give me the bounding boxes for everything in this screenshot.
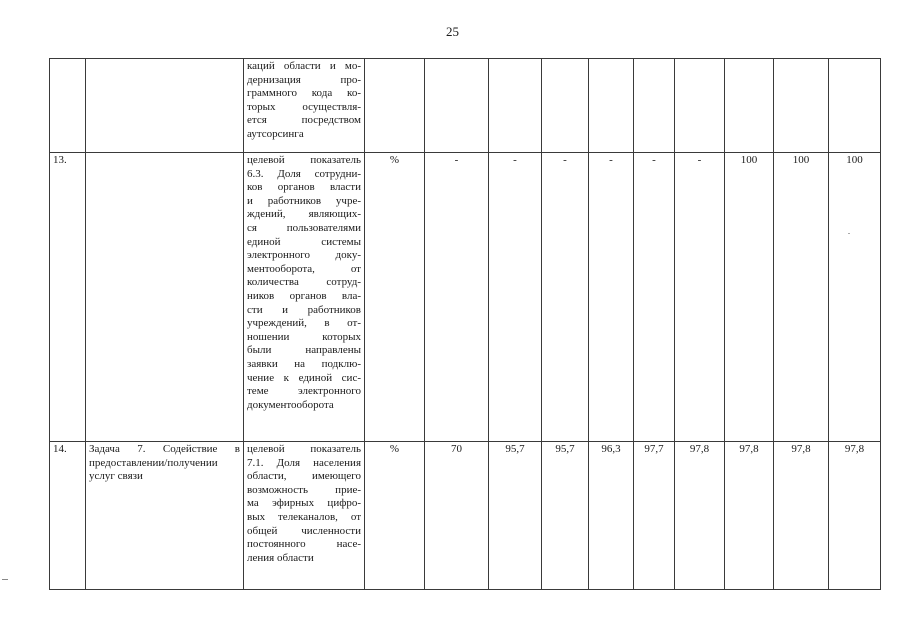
indicators-table: [49, 58, 881, 590]
indicator-line: ется посредством: [247, 114, 361, 127]
unit-cell: [365, 59, 425, 153]
indicator-line: ков органов власти: [247, 181, 361, 194]
row-number-cell: [50, 59, 86, 153]
indicator-line: учреждений, в от-: [247, 317, 361, 330]
table-row: [50, 59, 881, 153]
indicator-cell: [244, 442, 365, 590]
indicator-line: возможность прие-: [247, 483, 361, 496]
indicator-line: дернизация про-: [247, 73, 361, 86]
indicator-line: 7.1. Доля населения: [247, 456, 361, 469]
indicator-line: ношении которых: [247, 330, 361, 343]
task-cell: [86, 59, 244, 153]
value-cell: [774, 59, 829, 153]
table-row: [50, 442, 881, 590]
value-cell: 70: [425, 442, 489, 590]
value-cell: [634, 59, 675, 153]
value-cell: 95,7: [542, 442, 589, 590]
unit-cell: %: [365, 442, 425, 590]
scan-artifact-mark: [2, 579, 8, 580]
value-cell: [725, 59, 774, 153]
table-body: [50, 59, 881, 590]
indicator-line: общей численности: [247, 524, 361, 537]
indicator-line: единой системы: [247, 235, 361, 248]
value-cell: 97,8: [725, 442, 774, 590]
indicator-line: аутсорсинга: [247, 127, 304, 140]
value-cell: [589, 59, 634, 153]
indicator-line: теме электронного: [247, 385, 361, 398]
value-cell: 100: [725, 153, 774, 442]
value-cell: 97,8: [675, 442, 725, 590]
value-cell: -: [589, 153, 634, 442]
value-cell: 97,7: [634, 442, 675, 590]
value-cell: -: [425, 153, 489, 442]
indicator-line: и работников учре-: [247, 194, 361, 207]
indicator-line: количества сотруд-: [247, 276, 361, 289]
indicator-line: 6.3. Доля сотрудни-: [247, 167, 361, 180]
value-cell: -: [675, 153, 725, 442]
scan-artifact-speck: [848, 233, 850, 234]
indicator-line: заявки на подклю-: [247, 357, 361, 370]
indicator-line: электронного доку-: [247, 249, 361, 262]
table-row: [50, 153, 881, 442]
value-cell: -: [489, 153, 542, 442]
value-cell: [829, 59, 881, 153]
indicator-line: постоянного насе-: [247, 538, 361, 551]
unit-cell: %: [365, 153, 425, 442]
indicator-line: каций области и мо-: [247, 60, 361, 72]
row-number-cell: 13.: [50, 153, 86, 442]
value-cell: 97,8: [774, 442, 829, 590]
value-cell: [425, 59, 489, 153]
value-cell: 96,3: [589, 442, 634, 590]
indicator-cell: [244, 59, 365, 153]
indicator-line: целевой показатель: [247, 443, 361, 455]
indicator-line: ся пользователями: [247, 221, 361, 234]
indicator-line: чение к единой сис-: [247, 371, 361, 384]
indicator-line: были направлены: [247, 344, 361, 357]
indicator-line: торых осуществля-: [247, 100, 361, 113]
value-cell: 97,8: [829, 442, 881, 590]
task-cell: [86, 153, 244, 442]
value-cell: [542, 59, 589, 153]
indicator-line: сти и работников: [247, 303, 361, 316]
indicator-line: ждений, являющих-: [247, 208, 361, 221]
indicator-line: области, имеющего: [247, 470, 361, 483]
value-cell: [675, 59, 725, 153]
indicator-line: ма эфирных цифро-: [247, 497, 361, 510]
indicator-line: ников органов вла-: [247, 289, 361, 302]
indicator-line: целевой показатель: [247, 154, 361, 166]
page-number: 25: [446, 24, 459, 39]
value-cell: 100: [829, 153, 881, 442]
row-number-cell: 14.: [50, 442, 86, 590]
indicator-line: вых телеканалов, от: [247, 510, 361, 523]
task-cell: Задача 7. Содействие в предоставлении/получении услуг связи: [86, 442, 244, 590]
value-cell: 95,7: [489, 442, 542, 590]
indicator-line: ментооборота, от: [247, 262, 361, 275]
value-cell: [489, 59, 542, 153]
indicator-line: ления области: [247, 551, 314, 564]
indicator-line: документооборота: [247, 398, 334, 411]
value-cell: -: [542, 153, 589, 442]
value-cell: 100: [774, 153, 829, 442]
indicator-line: граммного кода ко-: [247, 87, 361, 100]
indicator-cell: [244, 153, 365, 442]
value-cell: -: [634, 153, 675, 442]
